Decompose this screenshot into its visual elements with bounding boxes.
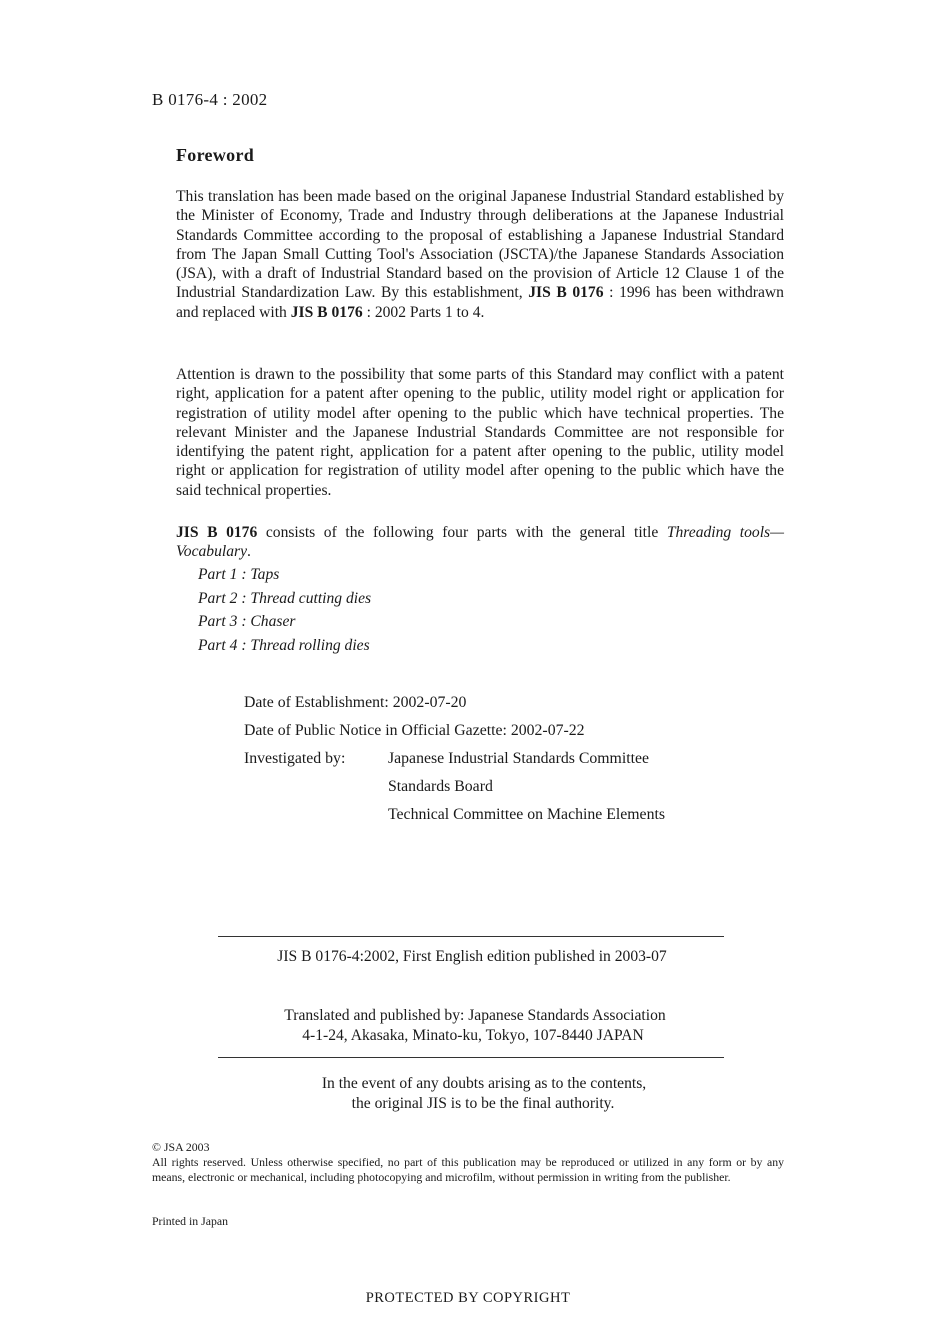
- copyright-line: © JSA 2003: [152, 1140, 210, 1154]
- para1-text-a: This translation has been made based on the original Japanese Industrial Standard established by the Minister of Economy, Trade and Industry through deliberations at the Japanese Industrial Standards Committee according to the proposal of establishing a Japanese Industrial Standard from The Japan Small Cutting Tool's Association (JSCTA)/the Japanese Standards Association (JSA), with a draft of Industrial Standard based on the provision of Article 12 Clause 1 of the Industrial Standardization Law. By this establishment,: [176, 188, 784, 302]
- part-item: Part 2 : Thread cutting dies: [198, 590, 372, 607]
- protected-by-copyright-footer: PROTECTED BY COPYRIGHT: [365, 1290, 571, 1306]
- document-code: B 0176-4 : 2002: [152, 90, 268, 109]
- investigated-by-item: Technical Committee on Machine Elements: [388, 806, 666, 823]
- foreword-paragraph-3: [176, 523, 784, 562]
- investigated-by-item: Standards Board: [388, 778, 493, 795]
- para3-jis-ref: JIS B 0176: [176, 524, 258, 541]
- foreword-paragraph-2: Attention is drawn to the possibility that some parts of this Standard may conflict with a patent right, application for a patent after opening to the public, utility model right or application for registration of utility model after opening to the public which have technical properties. The relevant Minister and the Japanese Industrial Standards Committee are not responsible for identifying the patent right, application for a patent after opening to the public, utility model right or application for registration of utility model after opening to the public which have the said technical properties.: [176, 366, 784, 499]
- publisher-line: Translated and published by: Japanese Standards Association: [284, 1007, 666, 1024]
- publisher-address: 4-1-24, Akasaka, Minato-ku, Tokyo, 107-8440 JAPAN: [302, 1027, 644, 1044]
- investigated-by-item: Japanese Industrial Standards Committee: [388, 750, 650, 767]
- authority-line-2: the original JIS is to be the final authority.: [351, 1095, 615, 1112]
- para1-jis-ref-2: JIS B 0176: [290, 303, 363, 321]
- foreword-paragraph-1: [176, 187, 784, 322]
- para3-text-d: .: [247, 543, 251, 561]
- investigated-by-label: Investigated by:: [244, 750, 346, 767]
- rights-statement: All rights reserved. Unless otherwise specified, no part of this publication may be reproduced or utilized in any form or by any means, electronic or mechanical, including photocopying and microfilm, without permission in writing from the publisher.: [152, 1155, 784, 1184]
- divider-bottom: [218, 1057, 724, 1058]
- printed-in: Printed in Japan: [152, 1214, 229, 1228]
- para3-general-title: Threading tools—Vocabulary: [176, 524, 784, 561]
- edition-line: JIS B 0176-4:2002, First English edition published in 2003-07: [277, 948, 667, 965]
- authority-line-1: In the event of any doubts arising as to the contents,: [321, 1075, 647, 1092]
- divider-top: [218, 936, 724, 937]
- para1-text-e: : 2002 Parts 1 to 4.: [362, 303, 485, 321]
- part-item: Part 3 : Chaser: [198, 613, 296, 630]
- part-item: Part 4 : Thread rolling dies: [198, 637, 370, 654]
- foreword-title: Foreword: [176, 145, 255, 165]
- part-item: Part 1 : Taps: [198, 566, 280, 583]
- para1-jis-ref-1: JIS B 0176: [528, 284, 604, 302]
- para3-text-b: consists of the following four parts with the general title: [257, 524, 667, 541]
- para1-text-c: : 1996 has been withdrawn and replaced with: [176, 284, 784, 321]
- date-of-public-notice: Date of Public Notice in Official Gazette: 2002-07-22: [244, 722, 585, 739]
- date-of-establishment: Date of Establishment: 2002-07-20: [244, 694, 467, 711]
